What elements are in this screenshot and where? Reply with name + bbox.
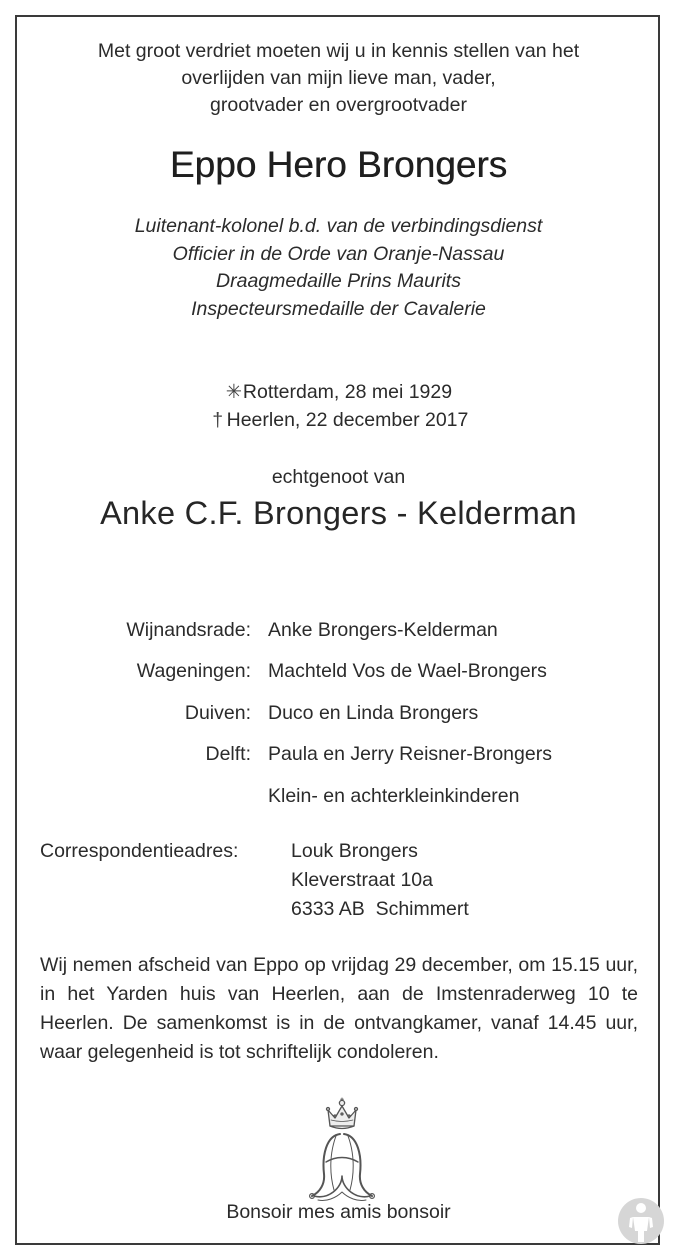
correspondence-line: Louk Brongers [291,840,418,862]
family-place: Duiven: [184,702,251,724]
memorial-figure-icon [617,1197,665,1245]
birth-text: Rotterdam, 28 mei 1929 [242,381,453,403]
dates-block [17,378,660,434]
title-line: Inspecteursmedaille der Cavalerie [191,297,486,320]
farewell-paragraph: Wij nemen afscheid van Eppo op vrijdag 29 december, om 15.15 uur, in het Yarden huis van Heerlen, aan de Imstenraderweg 10 te Heerlen. De samenkomst is in de ontvangkamer, vanaf 14.45 uur, waar gelegenheid is tot schriftelijk condoleren. [40,954,638,1063]
death-text: Heerlen, 22 december 2017 [226,409,469,431]
death-cross-icon: † [212,409,224,431]
title-line: Officier in de Orde van Oranje-Nassau [172,242,505,265]
family-place: Wijnandsrade: [126,619,251,641]
title-line: Draagmedaille Prins Maurits [216,270,461,292]
family-place: Wageningen: [136,660,251,682]
birth-asterisk-icon: ✳ [225,381,243,403]
intro-line: grootvader en overgrootvader [210,94,467,116]
correspondence-label: Correspondentieadres: [40,840,239,862]
intro-line: overlijden van mijn lieve man, vader, [181,67,496,89]
correspondence-line: 6333 AB Schimmert [291,898,469,920]
title-line: Luitenant-kolonel b.d. van de verbindingsdienst [134,215,543,237]
family-names: Duco en Linda Brongers [268,702,479,724]
family-names: Machteld Vos de Wael-Brongers [268,660,547,682]
spouse-intro: echtgenoot van [271,466,406,488]
family-place: Delft: [205,743,251,765]
family-names: Klein- en achterkleinkinderen [268,785,520,807]
spouse-name: Anke C.F. Brongers - Kelderman [100,495,577,531]
death-line [17,406,660,434]
crowned-monogram-icon [296,1096,388,1204]
deceased-name: Eppo Hero Brongers [169,144,508,185]
intro-line: Met groot verdriet moeten wij u in kennis stellen van het [97,40,580,62]
family-names: Paula en Jerry Reisner-Brongers [268,743,552,765]
titles-block [17,213,660,323]
birth-line [17,378,660,406]
family-names: Anke Brongers-Kelderman [268,619,498,641]
closing-line: Bonsoir mes amis bonsoir [226,1201,451,1223]
intro-text [17,38,660,119]
correspondence-line: Kleverstraat 10a [291,869,433,891]
